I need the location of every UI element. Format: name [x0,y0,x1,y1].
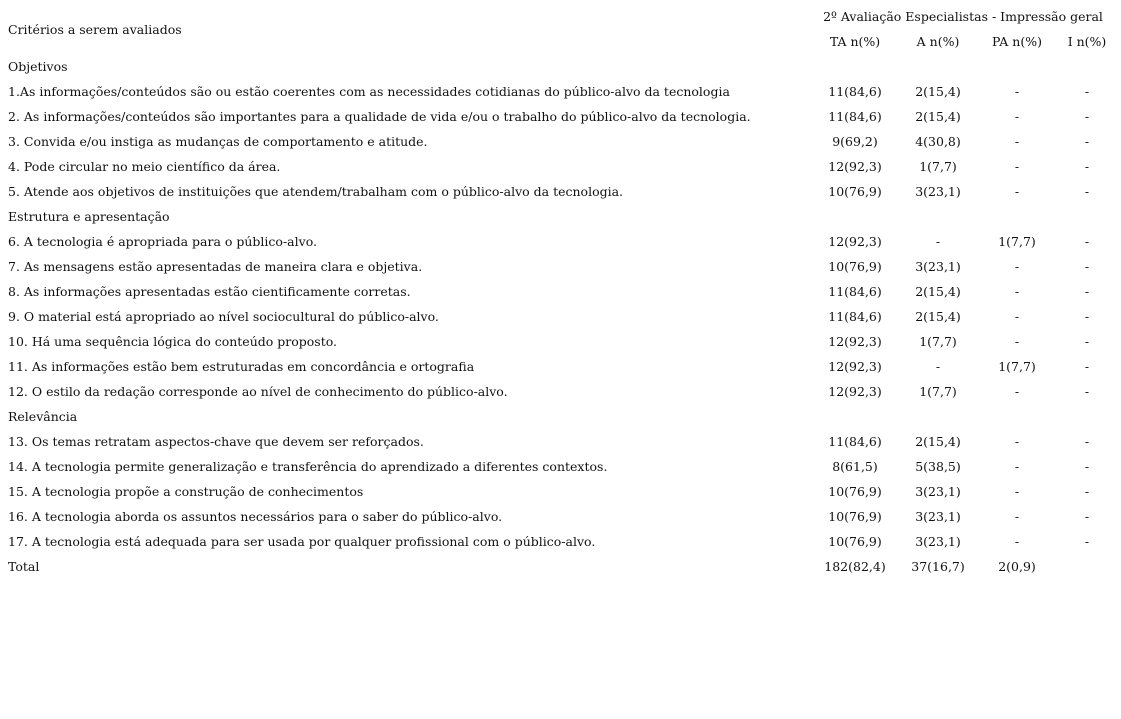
table-row [4,454,1116,479]
table-body [4,54,1116,554]
total-i [1058,554,1116,579]
pa-cell: - [1014,134,1020,149]
a-cell: 1(7,7) [919,159,957,174]
table-row [4,104,1116,129]
pa-cell: - [1014,334,1020,349]
ta-cell: 10(76,9) [828,484,882,499]
i-cell: - [1084,384,1090,399]
criterion-cell: 12. O estilo da redação corresponde ao nível de conhecimento do público-alvo. [8,384,508,399]
ta-cell: 11(84,6) [828,109,882,124]
ta-cell: 10(76,9) [828,534,882,549]
total-pa: 2(0,9) [998,559,1036,574]
pa-cell: 1(7,7) [998,359,1036,374]
column-header-i: I n(%) [1067,34,1107,49]
section-title: Objetivos [8,59,68,74]
table-row [4,379,1116,404]
a-cell: 3(23,1) [915,184,961,199]
a-cell: 2(15,4) [915,434,961,449]
a-cell: 1(7,7) [919,384,957,399]
a-cell: - [935,359,941,374]
table-row [4,504,1116,529]
a-cell: 2(15,4) [915,84,961,99]
a-cell: 3(23,1) [915,509,961,524]
i-cell: - [1084,84,1090,99]
criterion-cell: 5. Atende aos objetivos de instituições que atendem/trabalham com o público-alvo da tecnologia. [8,184,624,199]
table-row [4,154,1116,179]
pa-cell: - [1014,384,1020,399]
pa-cell: - [1014,109,1020,124]
criterion-cell: 1.As informações/conteúdos são ou estão coerentes com as necessidades cotidianas do público-alvo da tecnologia [8,84,730,99]
i-cell: - [1084,459,1090,474]
column-header-pa: PA n(%) [992,34,1042,49]
table-row [4,229,1116,254]
criterion-cell: 9. O material está apropriado ao nível sociocultural do público-alvo. [8,309,439,324]
ta-cell: 11(84,6) [828,284,882,299]
criterion-cell: 10. Há uma sequência lógica do conteúdo proposto. [8,334,337,349]
total-label: Total [8,559,40,574]
section-row [4,54,1116,79]
a-cell: 2(15,4) [915,109,961,124]
pa-cell: - [1014,284,1020,299]
total-ta: 182(82,4) [824,559,886,574]
total-row [4,554,1116,579]
pa-cell: - [1014,509,1020,524]
a-cell: 4(30,8) [915,134,961,149]
pa-cell: - [1014,84,1020,99]
ta-cell: 11(84,6) [828,309,882,324]
header-row-group [4,4,1116,29]
section-row [4,204,1116,229]
pa-cell: - [1014,459,1020,474]
ta-cell: 12(92,3) [828,234,882,249]
a-cell: 3(23,1) [915,259,961,274]
ta-cell: 12(92,3) [828,159,882,174]
total-a: 37(16,7) [911,559,965,574]
a-cell: 1(7,7) [919,334,957,349]
i-cell: - [1084,134,1090,149]
i-cell: - [1084,309,1090,324]
section-row [4,404,1116,429]
i-cell: - [1084,434,1090,449]
a-cell: 2(15,4) [915,284,961,299]
criterion-cell: 11. As informações estão bem estruturadas em concordância e ortografia [8,359,475,374]
a-cell: 5(38,5) [915,459,961,474]
pa-cell: - [1014,259,1020,274]
column-header-a: A n(%) [916,34,960,49]
group-header: 2º Avaliação Especialistas - Impressão geral [823,9,1103,24]
ta-cell: 12(92,3) [828,384,882,399]
i-cell: - [1084,259,1090,274]
criterion-cell: 3. Convida e/ou instiga as mudanças de comportamento e atitude. [8,134,428,149]
criterion-cell: 15. A tecnologia propõe a construção de conhecimentos [8,484,364,499]
table-row [4,254,1116,279]
pa-cell: - [1014,484,1020,499]
criterion-cell: 13. Os temas retratam aspectos-chave que devem ser reforçados. [8,434,424,449]
criterion-cell: 2. As informações/conteúdos são importantes para a qualidade de vida e/ou o trabalho do público-alvo da tecnologia. [8,109,751,124]
criterion-cell: 14. A tecnologia permite generalização e transferência do aprendizado a diferentes contextos. [8,459,608,474]
criterion-cell: 8. As informações apresentadas estão cientificamente corretas. [8,284,411,299]
a-cell: 3(23,1) [915,534,961,549]
i-cell: - [1084,184,1090,199]
ta-cell: 10(76,9) [828,259,882,274]
table-row [4,79,1116,104]
ta-cell: 11(84,6) [828,434,882,449]
criterion-cell: 6. A tecnologia é apropriada para o público-alvo. [8,234,317,249]
table-row [4,129,1116,154]
ta-cell: 10(76,9) [828,184,882,199]
i-cell: - [1084,159,1090,174]
pa-cell: - [1014,434,1020,449]
i-cell: - [1084,484,1090,499]
table-row [4,429,1116,454]
i-cell: - [1084,509,1090,524]
criteria-header: Critérios a serem avaliados [8,21,182,37]
i-cell: - [1084,284,1090,299]
table-row [4,354,1116,379]
table-row [4,479,1116,504]
ta-cell: 11(84,6) [828,84,882,99]
evaluation-table [4,4,1116,579]
ta-cell: 8(61,5) [832,459,878,474]
i-cell: - [1084,109,1090,124]
a-cell: - [935,234,941,249]
i-cell: - [1084,359,1090,374]
criterion-cell: 16. A tecnologia aborda os assuntos necessários para o saber do público-alvo. [8,509,503,524]
table-row [4,329,1116,354]
i-cell: - [1084,534,1090,549]
a-cell: 2(15,4) [915,309,961,324]
section-title: Estrutura e apresentação [8,209,170,224]
criterion-cell: 17. A tecnologia está adequada para ser usada por qualquer profissional com o público-alvo. [8,534,596,549]
a-cell: 3(23,1) [915,484,961,499]
ta-cell: 12(92,3) [828,359,882,374]
pa-cell: 1(7,7) [998,234,1036,249]
criterion-cell: 7. As mensagens estão apresentadas de maneira clara e objetiva. [8,259,423,274]
ta-cell: 10(76,9) [828,509,882,524]
criterion-cell: 4. Pode circular no meio científico da área. [8,159,281,174]
i-cell: - [1084,334,1090,349]
table-row [4,529,1116,554]
pa-cell: - [1014,309,1020,324]
pa-cell: - [1014,184,1020,199]
section-title: Relevância [8,409,78,424]
column-header-ta: TA n(%) [829,34,881,49]
table-row [4,179,1116,204]
i-cell: - [1084,234,1090,249]
ta-cell: 12(92,3) [828,334,882,349]
pa-cell: - [1014,534,1020,549]
pa-cell: - [1014,159,1020,174]
table-row [4,304,1116,329]
ta-cell: 9(69,2) [832,134,878,149]
table-row [4,279,1116,304]
